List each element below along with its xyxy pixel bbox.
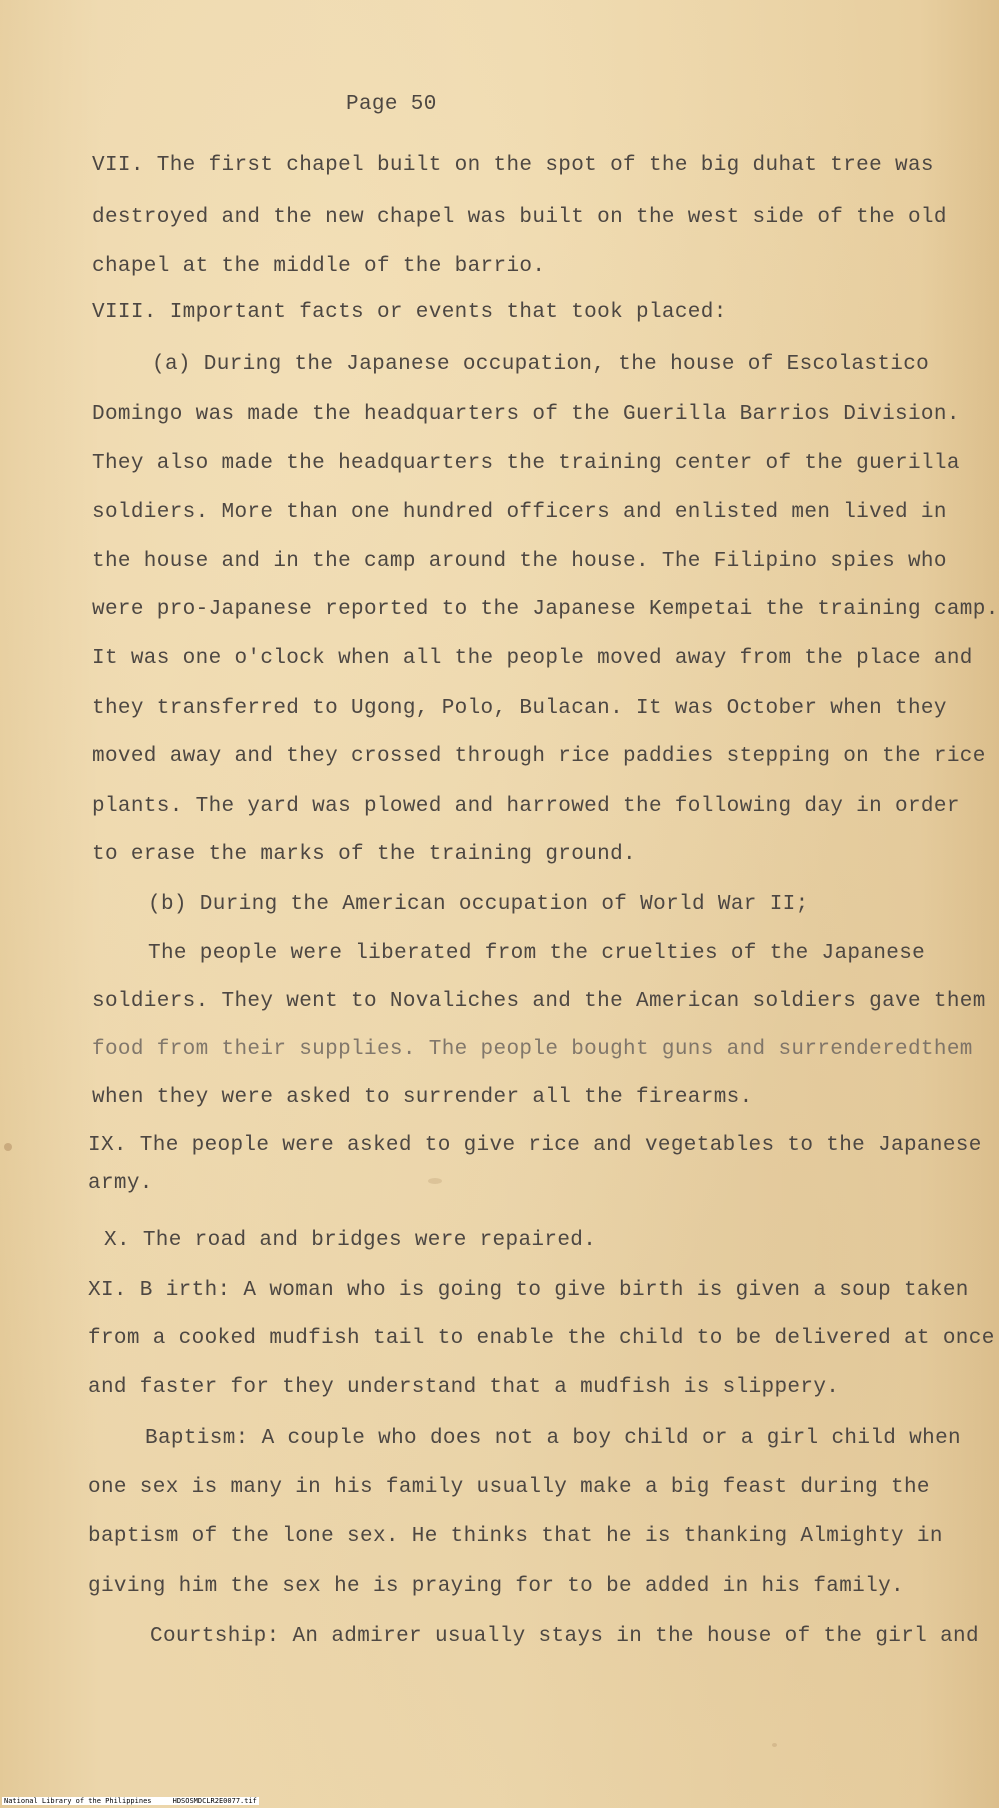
section-vii-line-2: destroyed and the new chapel was built on the west side of the old <box>92 206 947 229</box>
paper-speck <box>428 1178 442 1184</box>
paper-speck <box>772 1743 777 1747</box>
section-viii-a-line-1: (a) During the Japanese occupation, the house of Escolastico <box>152 353 930 376</box>
section-vii-line-1: VII. The first chapel built on the spot of the big duhat tree was <box>92 154 934 177</box>
paper-speck <box>4 1143 12 1151</box>
section-ix-line-2: army. <box>88 1172 153 1195</box>
section-viii-b-line-4: when they were asked to surrender all the firearms. <box>92 1086 753 1109</box>
baptism-line-3: baptism of the lone sex. He thinks that he is thanking Almighty in <box>88 1525 943 1548</box>
section-viii-a-line-3: They also made the headquarters the training center of the guerilla <box>92 452 960 475</box>
section-xi-line-1: XI. B irth: A woman who is going to give birth is given a soup taken <box>88 1279 969 1302</box>
section-viii-a-line-9: moved away and they crossed through rice paddies stepping on the rice <box>92 745 986 768</box>
section-viii-a-line-10: plants. The yard was plowed and harrowed the following day in order <box>92 795 960 818</box>
section-viii-a-line-4: soldiers. More than one hundred officers and enlisted men lived in <box>92 501 947 524</box>
baptism-line-4: giving him the sex he is praying for to be added in his family. <box>88 1575 904 1598</box>
baptism-line-1: Baptism: A couple who does not a boy child or a girl child when <box>145 1427 961 1450</box>
section-ix-line-1: IX. The people were asked to give rice and vegetables to the Japanese <box>88 1134 982 1157</box>
scan-footer <box>2 1797 259 1805</box>
courtship-line-1: Courtship: An admirer usually stays in the house of the girl and <box>150 1625 979 1648</box>
section-viii-a-line-5: the house and in the camp around the house. The Filipino spies who <box>92 550 947 573</box>
section-viii-b-line-2: soldiers. They went to Novaliches and the American soldiers gave them <box>92 990 986 1013</box>
section-vii-line-3: chapel at the middle of the barrio. <box>92 255 546 278</box>
section-xi-line-3: and faster for they understand that a mudfish is slippery. <box>88 1376 840 1399</box>
section-viii-a-line-11: to erase the marks of the training ground. <box>92 843 636 866</box>
footer-file-id: HDSOSMDCLR2E0077.tif <box>172 1797 257 1805</box>
section-x: X. The road and bridges were repaired. <box>104 1229 597 1252</box>
section-viii-a-line-7: It was one o'clock when all the people moved away from the place and <box>92 647 973 670</box>
section-viii-b-heading: (b) During the American occupation of World War II; <box>148 893 809 916</box>
baptism-line-2: one sex is many in his family usually make a big feast during the <box>88 1476 930 1499</box>
section-viii-a-line-6: were pro-Japanese reported to the Japanese Kempetai the training camp. <box>92 598 999 621</box>
section-viii-b-line-1: The people were liberated from the cruelties of the Japanese <box>148 942 926 965</box>
footer-library: National Library of the Philippines <box>4 1797 152 1805</box>
section-viii-b-line-3: food from their supplies. The people bought guns and surrenderedthem <box>92 1038 973 1061</box>
section-viii-a-line-2: Domingo was made the headquarters of the Guerilla Barrios Division. <box>92 403 960 426</box>
section-viii-a-line-8: they transferred to Ugong, Polo, Bulacan. It was October when they <box>92 697 947 720</box>
section-viii-heading: VIII. Important facts or events that took placed: <box>92 301 727 324</box>
page-number: Page 50 <box>346 93 437 116</box>
section-xi-line-2: from a cooked mudfish tail to enable the child to be delivered at once <box>88 1327 995 1350</box>
